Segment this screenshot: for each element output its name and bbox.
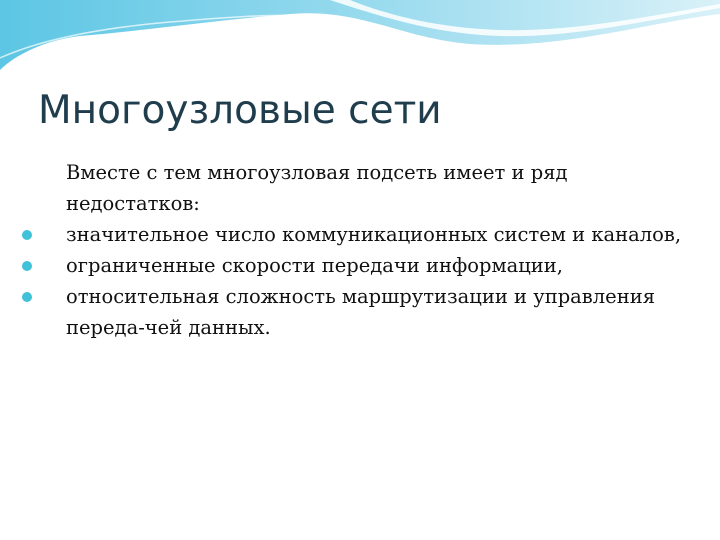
header-wave-decoration — [0, 0, 720, 80]
list-item-text: ограниченные скорости передачи информации, — [66, 254, 564, 277]
bullet-dot-icon — [22, 261, 32, 271]
list-item-text: значительное число коммуникационных систем и каналов, — [66, 223, 682, 246]
bullet-dot-icon — [22, 230, 32, 240]
list-item — [18, 219, 698, 250]
slide-title: Многоузловые сети — [38, 88, 442, 133]
bullet-dot-icon — [22, 292, 32, 302]
list-item-text: относительная сложность маршрутизации и управления переда-чей данных. — [66, 285, 655, 339]
slide-body — [18, 157, 698, 343]
intro-text: Вместе с тем многоузловая подсеть имеет и ряд недостатков: — [66, 161, 568, 215]
list-item — [18, 281, 698, 343]
list-item — [18, 250, 698, 281]
